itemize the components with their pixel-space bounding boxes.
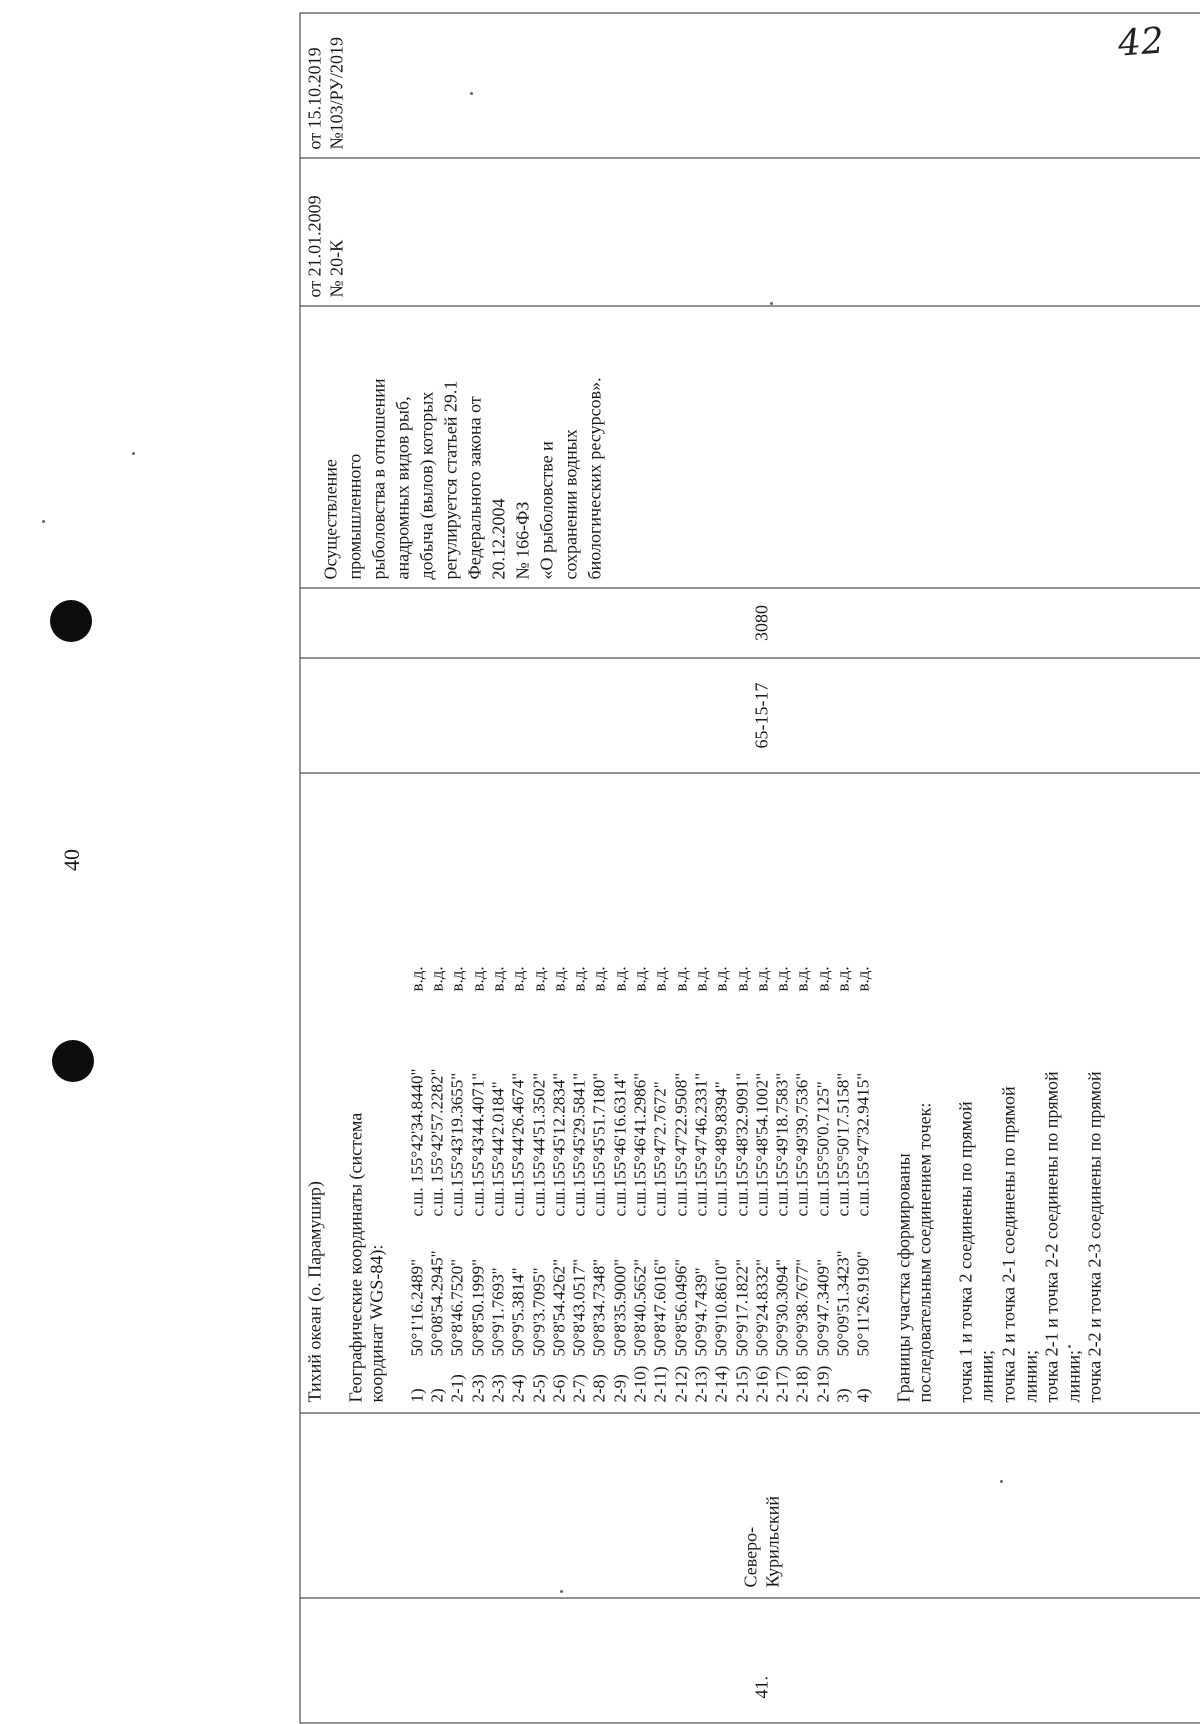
purpose-line: биологических ресурсов».: [583, 315, 607, 580]
point-label: 2-13): [691, 1357, 711, 1403]
purpose-line: № 166-ФЗ: [511, 315, 535, 580]
east-suffix: в.д.: [407, 966, 426, 991]
longitude: с.ш.155°47'32.9415": [854, 992, 874, 1217]
point-label: 2-15): [732, 1357, 752, 1403]
punch-hole: [52, 1040, 94, 1082]
point-label: 2-17): [773, 1357, 793, 1403]
change-date: от 15.10.2019: [305, 22, 327, 150]
punch-hole: [50, 600, 92, 642]
point-label: 2-9): [610, 1357, 630, 1403]
coordinate-line: [712, 784, 732, 1403]
latitude: 50°8'46.7520": [448, 1217, 468, 1357]
purpose-line: 20.12.2004: [487, 315, 511, 580]
east-suffix: в.д.: [590, 966, 609, 991]
point-label: 2-19): [813, 1357, 833, 1403]
row-number-cell: [300, 1598, 1200, 1723]
longitude: с.ш.155°44'51.3502": [529, 992, 549, 1217]
coords-heading: координат WGS-84):: [367, 784, 389, 1403]
site-code: 65-15-17: [752, 683, 772, 749]
connection-line: точка 2-1 и точка 2-2 соединены по прямой: [1042, 784, 1064, 1403]
point-label: 3): [834, 1357, 854, 1403]
east-suffix: в.д.: [549, 966, 568, 991]
latitude: 50°1'16.2489": [407, 1217, 427, 1357]
coordinate-line: [590, 784, 610, 1403]
latitude: 50°9'17.1822": [732, 1217, 752, 1357]
site-name-cell: [300, 1413, 1200, 1598]
longitude: с.ш.155°47'46.2331": [691, 992, 711, 1217]
east-suffix: в.д.: [732, 966, 751, 991]
latitude: 50°9'1.7693": [488, 1217, 508, 1357]
coordinates-list: [407, 784, 874, 1403]
longitude: с.ш.155°50'0.7125": [813, 992, 833, 1217]
longitude: с.ш.155°45'12.2834": [549, 992, 569, 1217]
coordinate-line: [854, 784, 874, 1403]
east-suffix: в.д.: [631, 966, 650, 991]
coordinate-line: [671, 784, 691, 1403]
longitude: с.ш. 155°42'57.2282": [428, 992, 448, 1217]
latitude: 50°9'24.8332": [752, 1217, 772, 1357]
east-suffix: в.д.: [854, 966, 873, 991]
longitude: с.ш.155°49'39.7536": [793, 992, 813, 1217]
longitude: с.ш.155°48'32.9091": [732, 992, 752, 1217]
site-name-line: Курильский: [763, 1414, 785, 1588]
latitude: 50°8'54.4262": [549, 1217, 569, 1357]
purpose-line: Осуществление: [319, 315, 343, 580]
coordinate-line: [570, 784, 590, 1403]
latitude: 50°9'4.7439": [691, 1217, 711, 1357]
point-label: 2-5): [529, 1357, 549, 1403]
point-label: 2-1): [448, 1357, 468, 1403]
coordinate-line: [651, 784, 671, 1403]
purpose-line: «О рыболовстве и: [535, 315, 559, 580]
change-cell: [300, 13, 1200, 158]
coordinate-line: [488, 784, 508, 1403]
coordinate-line: [813, 784, 833, 1403]
latitude: 50°8'43.0517": [570, 1217, 590, 1357]
purpose-line: анадромных видов рыб,: [391, 315, 415, 580]
borders-heading: Границы участка сформированы: [893, 784, 915, 1403]
point-label: 4): [854, 1357, 874, 1403]
coordinate-line: [428, 784, 448, 1403]
east-suffix: в.д.: [651, 966, 670, 991]
coordinate-line: [732, 784, 752, 1403]
east-suffix: в.д.: [793, 966, 812, 991]
longitude: с.ш.155°49'18.7583": [773, 992, 793, 1217]
rotated-table-container: [300, 14, 1200, 1724]
latitude: 50°8'56.0496": [671, 1217, 691, 1357]
coordinate-line: [752, 784, 772, 1403]
site-code-cell: [300, 658, 1200, 773]
east-suffix: в.д.: [529, 966, 548, 991]
latitude: 50°08'54.2945": [428, 1217, 448, 1357]
coordinate-line: [793, 784, 813, 1403]
east-suffix: в.д.: [712, 966, 731, 991]
coordinate-line: [468, 784, 488, 1403]
latitude: 50°8'35.9000": [610, 1217, 630, 1357]
point-label: 2-14): [712, 1357, 732, 1403]
point-label: 2-10): [631, 1357, 651, 1403]
latitude: 50°9'5.3814": [509, 1217, 529, 1357]
point-label: 2-18): [793, 1357, 813, 1403]
decision-number: № 20-К: [326, 167, 348, 298]
latitude: 50°9'38.7677": [793, 1217, 813, 1357]
east-suffix: в.д.: [610, 966, 629, 991]
point-label: 2-3): [488, 1357, 508, 1403]
point-label: 2-11): [651, 1357, 671, 1403]
longitude: с.ш.155°48'54.1002": [752, 992, 772, 1217]
longitude: с.ш. 155°42'34.8440": [407, 992, 427, 1217]
purpose-line: рыболовства в отношении: [367, 315, 391, 580]
point-label: 2-3): [468, 1357, 488, 1403]
coordinate-line: [407, 784, 427, 1403]
point-label: 2-7): [570, 1357, 590, 1403]
longitude: с.ш.155°50'17.5158": [834, 992, 854, 1217]
longitude: с.ш.155°45'29.5841": [570, 992, 590, 1217]
latitude: 50°9'47.3409": [813, 1217, 833, 1357]
east-suffix: в.д.: [691, 966, 710, 991]
latitude: 50°09'51.3423": [834, 1217, 854, 1357]
coordinate-line: [773, 784, 793, 1403]
water-body-title: Тихий океан (о. Парамушир): [305, 784, 327, 1403]
connection-line: точка 1 и точка 2 соединены по прямой: [955, 784, 977, 1403]
connection-line: точка 2 и точка 2-1 соединены по прямой: [998, 784, 1020, 1403]
point-label: 2-12): [671, 1357, 691, 1403]
point-label: 1): [407, 1357, 427, 1403]
longitude: с.ш.155°47'22.9508": [671, 992, 691, 1217]
latitude: 50°8'50.1999": [468, 1217, 488, 1357]
east-suffix: в.д.: [570, 966, 589, 991]
latitude: 50°9'30.3094": [773, 1217, 793, 1357]
page-number: 40: [57, 840, 87, 880]
purpose-line: добыча (вылов) которых: [415, 315, 439, 580]
scan-speck: [42, 520, 45, 523]
connection-line: линии;: [977, 784, 999, 1403]
purpose-line: Федерального закона от: [463, 315, 487, 580]
purpose-line: промышленного: [343, 315, 367, 580]
site-name-line: Северо-: [741, 1414, 763, 1588]
coordinate-line: [448, 784, 468, 1403]
east-suffix: в.д.: [448, 966, 467, 991]
east-suffix: в.д.: [509, 966, 528, 991]
longitude: с.ш.155°46'41.2986": [631, 992, 651, 1217]
coordinate-line: [834, 784, 854, 1403]
latitude: 50°8'47.6016": [651, 1217, 671, 1357]
coordinate-line: [549, 784, 569, 1403]
longitude: с.ш.155°48'9.8394": [712, 992, 732, 1217]
coordinate-line: [631, 784, 651, 1403]
borders-heading: последовательным соединением точек:: [915, 784, 937, 1403]
purpose-line: регулируется статьей 29.1: [439, 315, 463, 580]
east-suffix: в.д.: [488, 966, 507, 991]
east-suffix: в.д.: [428, 966, 447, 991]
east-suffix: в.д.: [752, 966, 771, 991]
connection-line: линии;: [1020, 784, 1042, 1403]
purpose-cell: [300, 306, 1200, 588]
east-suffix: в.д.: [834, 966, 853, 991]
coordinate-line: [691, 784, 711, 1403]
coordinate-line: [509, 784, 529, 1403]
register-table: [300, 13, 1200, 1724]
connection-line: линии;: [1063, 784, 1085, 1403]
area-cell: [300, 588, 1200, 658]
longitude: с.ш.155°46'16.6314": [610, 992, 630, 1217]
east-suffix: в.д.: [813, 966, 832, 991]
longitude: с.ш.155°44'2.0184": [488, 992, 508, 1217]
longitude: с.ш.155°43'19.3655": [448, 992, 468, 1217]
coords-heading: Географические координаты (система: [345, 784, 367, 1403]
coordinate-line: [610, 784, 630, 1403]
east-suffix: в.д.: [468, 966, 487, 991]
change-number: №103/РУ/2019: [326, 22, 348, 150]
east-suffix: в.д.: [671, 966, 690, 991]
longitude: с.ш.155°44'26.4674": [509, 992, 529, 1217]
latitude: 50°9'10.8610": [712, 1217, 732, 1357]
handwritten-page-number: 42: [1117, 20, 1166, 64]
purpose-line: сохранении водных: [559, 315, 583, 580]
latitude: 50°8'40.5652": [631, 1217, 651, 1357]
longitude: с.ш.155°45'51.7180": [590, 992, 610, 1217]
longitude: с.ш.155°47'2.7672": [651, 992, 671, 1217]
east-suffix: в.д.: [773, 966, 792, 991]
longitude: с.ш.155°43'44.4071": [468, 992, 488, 1217]
decision-cell: [300, 158, 1200, 306]
point-label: 2-4): [509, 1357, 529, 1403]
decision-date: от 21.01.2009: [305, 167, 327, 298]
boundary-description-cell: [300, 773, 1200, 1413]
latitude: 50°11'26.9190": [854, 1217, 874, 1357]
scan-speck: [132, 452, 135, 455]
row-number: 41.: [752, 1676, 772, 1699]
coordinate-line: [529, 784, 549, 1403]
site-area: 3080: [752, 605, 772, 641]
point-label: 2-8): [590, 1357, 610, 1403]
table-row-41: [300, 13, 1200, 1723]
connection-line: точка 2-2 и точка 2-3 соединены по прямой: [1085, 784, 1107, 1403]
point-label: 2): [428, 1357, 448, 1403]
latitude: 50°9'3.7095": [529, 1217, 549, 1357]
latitude: 50°8'34.7348": [590, 1217, 610, 1357]
point-label: 2-16): [752, 1357, 772, 1403]
point-label: 2-6): [549, 1357, 569, 1403]
